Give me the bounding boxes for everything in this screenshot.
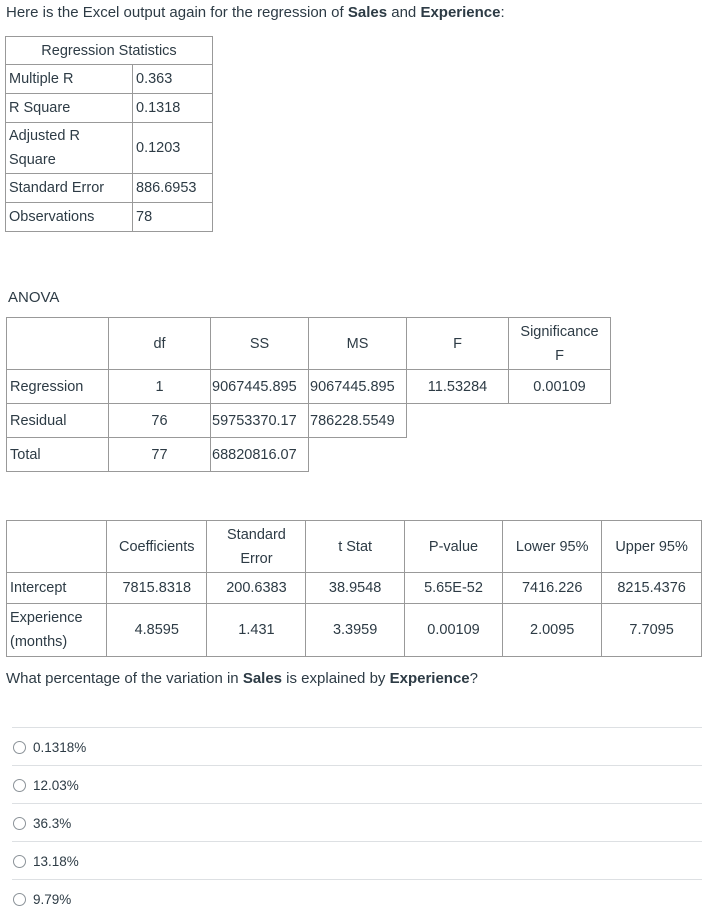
coef-p-value: 5.65E-52 [404, 573, 502, 604]
stat-value: 78 [133, 203, 213, 232]
coef-header-coefficients: Coefficients [107, 521, 207, 573]
anova-title: ANOVA [8, 289, 60, 306]
coef-header-standard-error: Standard Error [207, 521, 306, 573]
anova-row-label: Total [7, 438, 109, 472]
coef-t-stat: 38.9548 [306, 573, 404, 604]
coef-lower-95: 2.0095 [503, 604, 602, 657]
stat-label: Observations [6, 203, 133, 232]
anova-ms: 9067445.895 [309, 370, 407, 404]
radio-button[interactable] [13, 741, 26, 754]
anova-row-label: Regression [7, 370, 109, 404]
anova-empty-cell [407, 404, 509, 438]
coef-value: 4.8595 [107, 604, 207, 657]
coef-row-label: Experience (months) [7, 604, 107, 657]
coef-p-value: 0.00109 [404, 604, 502, 657]
answer-option-label: 36.3% [33, 815, 72, 831]
anova-empty-cell [509, 438, 611, 472]
answer-option[interactable] [12, 879, 702, 918]
coef-value: 7815.8318 [107, 573, 207, 604]
intro-text: Here is the Excel output again for the regression of Sales and Experience: [6, 4, 505, 21]
radio-button[interactable] [13, 893, 26, 906]
anova-ms: 786228.5549 [309, 404, 407, 438]
anova-header-empty [7, 318, 109, 370]
radio-button[interactable] [13, 855, 26, 868]
anova-header-df: df [109, 318, 211, 370]
stat-value: 0.1203 [133, 123, 213, 174]
anova-ss: 9067445.895 [211, 370, 309, 404]
coef-row-label: Intercept [7, 573, 107, 604]
coef-header-p-value: P-value [404, 521, 502, 573]
coef-standard-error: 200.6383 [207, 573, 306, 604]
anova-df: 76 [109, 404, 211, 438]
radio-button[interactable] [13, 817, 26, 830]
coefficients-table [6, 520, 702, 657]
regression-statistics-header: Regression Statistics [6, 37, 213, 65]
anova-significance: 0.00109 [509, 370, 611, 404]
radio-button[interactable] [13, 779, 26, 792]
anova-header-f: F [407, 318, 509, 370]
answer-option[interactable] [12, 765, 702, 804]
anova-header-significance: Significance F [509, 318, 611, 370]
answer-option-label: 0.1318% [33, 739, 87, 755]
anova-empty-cell [509, 404, 611, 438]
coef-lower-95: 7416.226 [503, 573, 602, 604]
stat-value: 886.6953 [133, 174, 213, 203]
anova-table [6, 317, 611, 472]
anova-row-label: Residual [7, 404, 109, 438]
anova-ss: 68820816.07 [211, 438, 309, 472]
anova-header-ms: MS [309, 318, 407, 370]
stat-label: R Square [6, 94, 133, 123]
answer-option[interactable] [12, 803, 702, 842]
anova-ss: 59753370.17 [211, 404, 309, 438]
stat-label: Adjusted R Square [6, 123, 133, 174]
coef-t-stat: 3.3959 [306, 604, 404, 657]
anova-header-ss: SS [211, 318, 309, 370]
coef-standard-error: 1.431 [207, 604, 306, 657]
anova-df: 77 [109, 438, 211, 472]
coef-header-t-stat: t Stat [306, 521, 404, 573]
regression-statistics-table [5, 36, 213, 232]
anova-df: 1 [109, 370, 211, 404]
stat-value: 0.1318 [133, 94, 213, 123]
answer-option[interactable] [12, 727, 702, 766]
stat-label: Multiple R [6, 65, 133, 94]
answer-option-label: 9.79% [33, 891, 72, 907]
anova-empty-cell [309, 438, 407, 472]
question-text: What percentage of the variation in Sales is explained by Experience? [6, 670, 478, 687]
coef-header-empty [7, 521, 107, 573]
answer-option-label: 13.18% [33, 853, 79, 869]
stat-label: Standard Error [6, 174, 133, 203]
answer-option[interactable] [12, 841, 702, 880]
anova-f: 11.53284 [407, 370, 509, 404]
coef-upper-95: 8215.4376 [602, 573, 702, 604]
answer-option-label: 12.03% [33, 777, 79, 793]
anova-empty-cell [407, 438, 509, 472]
coef-upper-95: 7.7095 [602, 604, 702, 657]
coef-header-upper-95: Upper 95% [602, 521, 702, 573]
stat-value: 0.363 [133, 65, 213, 94]
coef-header-lower-95: Lower 95% [503, 521, 602, 573]
